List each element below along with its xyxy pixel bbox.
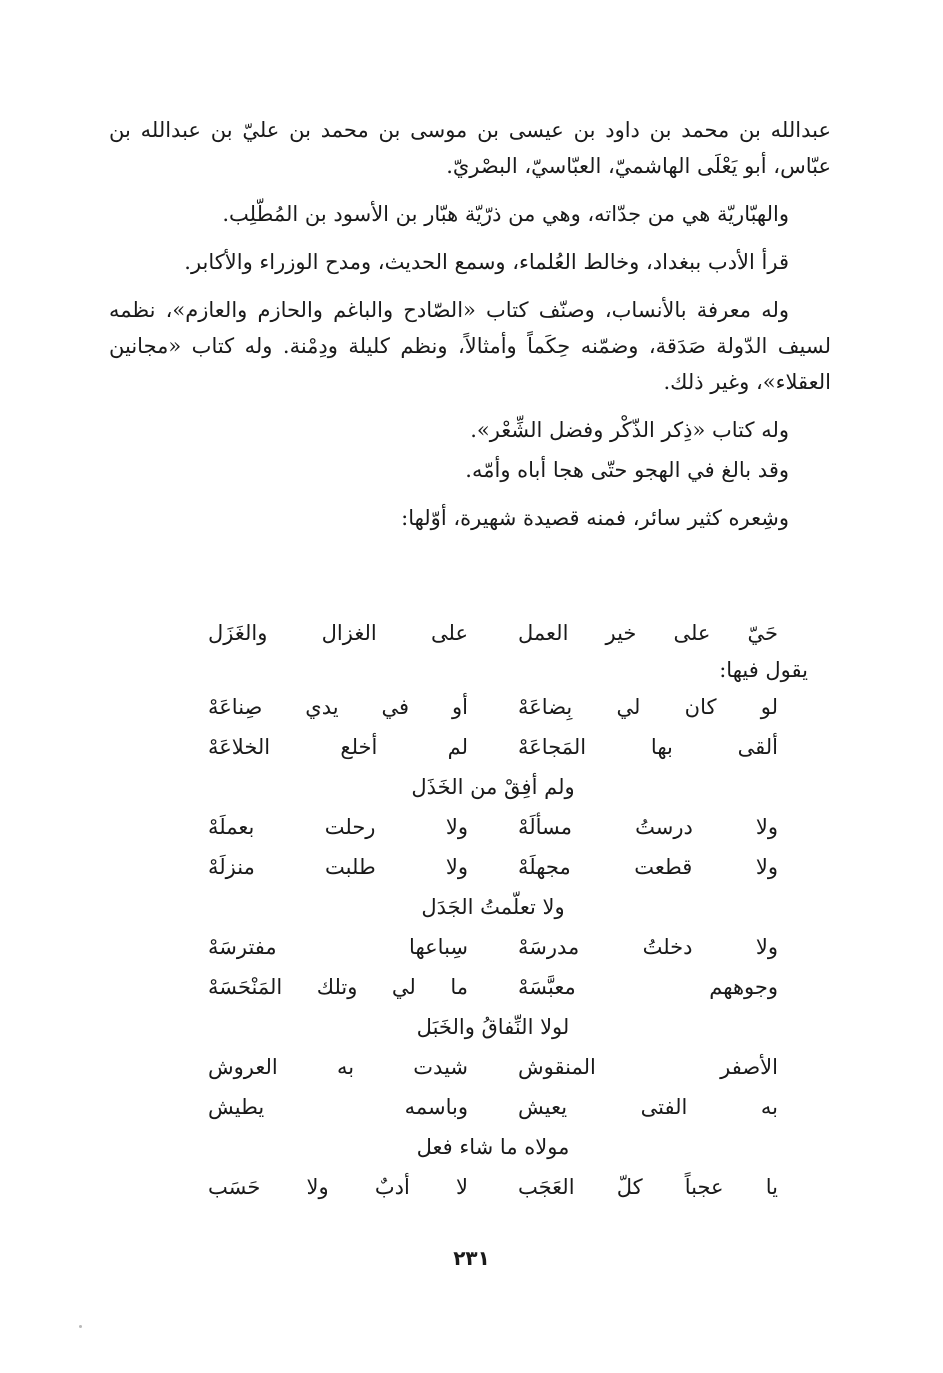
first-hemistich: ولا قطعت مجهلَهْ <box>518 855 778 879</box>
second-hemistich: سِباعها مفترسَهْ <box>208 935 468 959</box>
biography-paragraph: عبدالله بن محمد بن داود بن عيسى بن موسى بن محمد بن عليّ بن عبدالله بن عبّاس، أبو يَعْلَى الهاشميّ، العبّاسيّ، البصْريّ. <box>109 118 831 178</box>
poem-verse <box>208 1047 778 1087</box>
poem <box>208 613 808 1207</box>
poem-refrain: مولاه ما شاء فعل <box>416 1135 570 1159</box>
poem-refrain: لولا النِّفاقُ والخَبَل <box>416 1015 570 1039</box>
poem-verse <box>208 1087 778 1127</box>
poetry-intro-paragraph: وشِعره كثير سائر، فمنه قصيدة شهيرة، أوّلها: <box>401 506 789 530</box>
first-hemistich: ألقى بها المَجاعَهْ <box>518 735 778 759</box>
second-hemistich: على الغزال والغَزَل <box>208 621 468 645</box>
second-hemistich: لا أدبٌ ولا حَسَب <box>208 1175 468 1199</box>
poem-verse <box>208 687 778 727</box>
poem-verse <box>208 807 778 847</box>
poem-intro: يقول فيها: <box>719 658 808 682</box>
works-paragraph: وله معرفة بالأنساب، وصنّف كتاب «الصّادح والباغم والحازم والعازم»، نظمه لسيف الدّولة صَدَقة، وضمّنه حِكَماً وأمثالاً، ونظم كليلة ودِمْنة. وله كتاب «مجانين العقلاء»، وغير ذلك. <box>109 298 831 394</box>
poem-verse <box>208 847 778 887</box>
first-hemistich: حَيّ على خير العمل <box>518 621 778 645</box>
second-hemistich: وباسمه يطيش <box>208 1095 468 1119</box>
second-hemistich: شيدت به العروش <box>208 1055 468 1079</box>
book-title-paragraph: وله كتاب «ذِكر الذّكْر وفضل الشِّعْر». <box>470 418 789 442</box>
poem-verse <box>208 613 778 653</box>
satire-paragraph: وقد بالغ في الهجو حتّى هجا أباه وأمّه. <box>465 458 789 482</box>
poem-verse <box>208 927 778 967</box>
page-number: ٢٣١ <box>453 1246 490 1270</box>
first-hemistich: لو كان لي بِضاعَهْ <box>518 695 778 719</box>
poem-verse <box>208 727 778 767</box>
second-hemistich: ولا رحلت بعملَهْ <box>208 815 468 839</box>
first-hemistich: الأصفر المنقوش <box>518 1055 778 1079</box>
scan-speck <box>79 1325 82 1328</box>
poem-verse <box>208 967 778 1007</box>
first-hemistich: به الفتى يعيش <box>518 1095 778 1119</box>
first-hemistich: ولا درستُ مسألَهْ <box>518 815 778 839</box>
first-hemistich: يا عجباً كلّ العَجَب <box>518 1175 778 1199</box>
second-hemistich: لم أخلع الخلاعَهْ <box>208 735 468 759</box>
second-hemistich: ولا طلبت منزلَهْ <box>208 855 468 879</box>
first-hemistich: ولا دخلتُ مدرسَهْ <box>518 935 778 959</box>
poem-refrain: ولا تعلّمتُ الجَدَل <box>421 895 565 919</box>
first-hemistich: وجوههم معبَّسَهْ <box>518 975 778 999</box>
prose-section <box>109 112 831 548</box>
poem-refrain: ولم أفِقْ من الخَذَل <box>411 775 575 799</box>
studies-paragraph: قرأ الأدب ببغداد، وخالط العُلماء، وسمع الحديث، ومدح الوزراء والأكابر. <box>184 250 789 274</box>
second-hemistich: أو في يدي صِناعَهْ <box>208 695 468 719</box>
second-hemistich: ما لي وتلك المَنْحَسَهْ <box>208 975 468 999</box>
lineage-paragraph: والهبّاريّة هي من جدّاته، وهي من ذرّيّة هبّار بن الأسود بن المُطّلِب. <box>222 202 789 226</box>
poem-verse <box>208 1167 778 1207</box>
